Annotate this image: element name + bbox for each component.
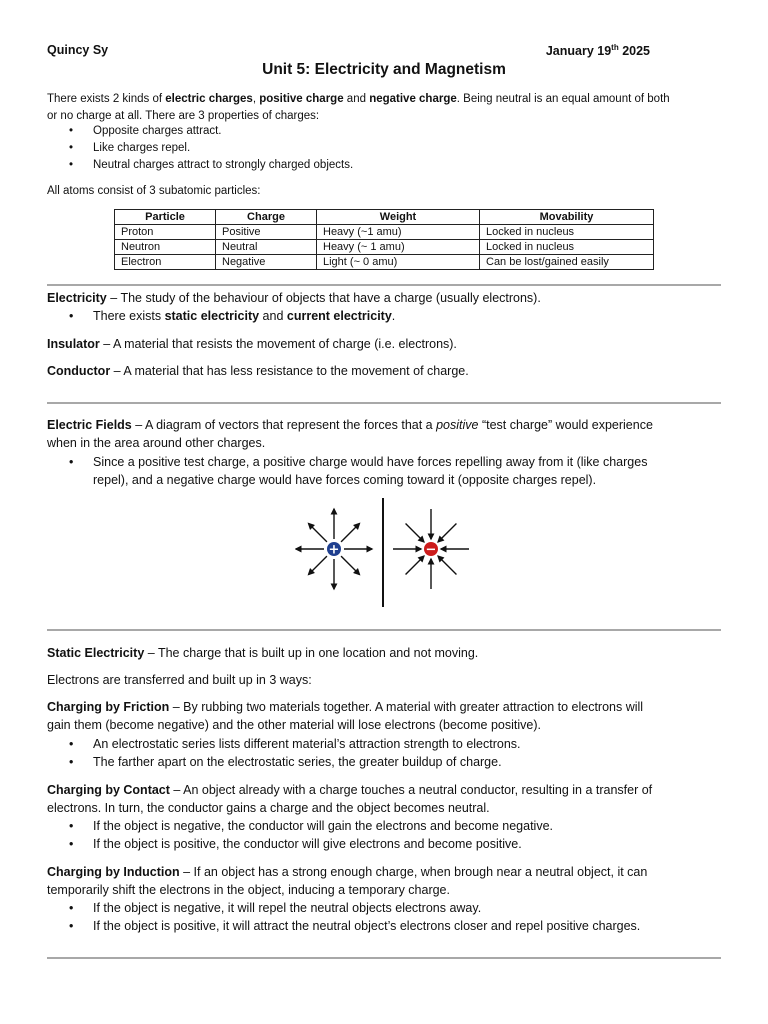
- list-item: • If the object is positive, it will attract the neutral object’s electrons closer and repel positive charges.: [72, 917, 712, 935]
- document-date: January 19th 2025: [545, 43, 650, 59]
- page-title: Unit 5: Electricity and Magnetism: [262, 61, 506, 78]
- table-row: [115, 255, 654, 270]
- list-item: • Since a positive test charge, a positive charge would have forces repelling away from it (like charges repel), and a negative charge would have forces coming toward it (opposite charges repel).: [72, 453, 712, 489]
- table-header-row: [115, 210, 654, 225]
- atoms-line: All atoms consist of 3 subatomic particles:: [47, 185, 261, 197]
- contact-definition: Charging by Contact – An object already with a charge touches a neutral conductor, resulting in a transfer of electrons. In turn, the conductor gains a charge and the object becomes neutral.: [47, 783, 653, 815]
- electricity-definition: Electricity – The study of the behaviour of objects that have a charge (usually electrons).: [47, 291, 541, 305]
- negative-sign: −: [425, 542, 437, 558]
- list-item: • If the object is positive, the conductor will give electrons and become positive.: [72, 835, 712, 853]
- table-cell: Light (~ 0 amu): [317, 255, 480, 270]
- positive-sign: +: [328, 542, 340, 558]
- table-cell: Electron: [115, 255, 216, 270]
- table-cell: Positive: [216, 225, 317, 240]
- induction-definition: Charging by Induction – If an object has a strong enough charge, when brough near a neutral object, it can temporarily shift the electrons in the object, inducing a temporary charge.: [47, 865, 648, 897]
- section-divider: [47, 629, 721, 631]
- electric-fields-definition: Electric Fields – A diagram of vectors that represent the forces that a positive “test charge” would experience when in the area around other charges.: [47, 418, 653, 450]
- table-cell: Negative: [216, 255, 317, 270]
- list-item: • Like charges repel.: [72, 140, 712, 157]
- electric-field-diagram: [295, 497, 475, 609]
- particles-table: [114, 209, 654, 270]
- static-electricity-definition: Static Electricity – The charge that is built up in one location and not moving.: [47, 646, 479, 660]
- field-arrow: [438, 556, 456, 574]
- table-row: [115, 225, 654, 240]
- table-cell: Locked in nucleus: [480, 240, 654, 255]
- friction-definition: Charging by Friction – By rubbing two materials together. A material with greater attraction to electrons will gain them (become negative) and the other material will lose electrons (become positive).: [47, 700, 644, 732]
- list-item: • An electrostatic series lists different material’s attraction strength to electrons.: [72, 735, 712, 753]
- field-arrow: [406, 556, 424, 574]
- table-cell: Heavy (~1 amu): [317, 225, 480, 240]
- column-header: Particle: [115, 210, 216, 225]
- table-cell: Can be lost/gained easily: [480, 255, 654, 270]
- intro-paragraph: There exists 2 kinds of electric charges, positive charge and negative charge. Being neutral is an equal amount of both or no charge at all. There are 3 properties of charges:: [47, 93, 670, 122]
- list-item: • Neutral charges attract to strongly charged objects.: [72, 157, 712, 174]
- column-header: Weight: [317, 210, 480, 225]
- section-divider: [47, 402, 721, 404]
- field-arrow: [341, 524, 359, 542]
- field-arrow: [309, 524, 327, 542]
- list-item: • There exists static electricity and current electricity.: [72, 307, 712, 325]
- column-header: Charge: [216, 210, 317, 225]
- field-arrow: [341, 556, 359, 574]
- table-row: [115, 240, 654, 255]
- table-cell: Neutron: [115, 240, 216, 255]
- field-arrow: [309, 556, 327, 574]
- table-cell: Heavy (~ 1 amu): [317, 240, 480, 255]
- table-cell: Proton: [115, 225, 216, 240]
- conductor-definition: Conductor – A material that has less resistance to the movement of charge.: [47, 364, 469, 378]
- section-divider: [47, 284, 721, 286]
- author-name: Quincy Sy: [47, 43, 109, 57]
- list-item: • The farther apart on the electrostatic series, the greater buildup of charge.: [72, 753, 712, 771]
- table-cell: Neutral: [216, 240, 317, 255]
- table-cell: Locked in nucleus: [480, 225, 654, 240]
- transfer-ways-line: Electrons are transferred and built up in 3 ways:: [47, 673, 312, 687]
- field-arrow: [406, 524, 424, 542]
- list-item: • Opposite charges attract.: [72, 123, 712, 140]
- insulator-definition: Insulator – A material that resists the movement of charge (i.e. electrons).: [47, 337, 457, 351]
- field-arrow: [438, 524, 456, 542]
- section-divider: [47, 957, 721, 959]
- column-header: Movability: [480, 210, 654, 225]
- list-item: • If the object is negative, it will repel the neutral objects electrons away.: [72, 899, 712, 917]
- list-item: • If the object is negative, the conductor will gain the electrons and become negative.: [72, 817, 712, 835]
